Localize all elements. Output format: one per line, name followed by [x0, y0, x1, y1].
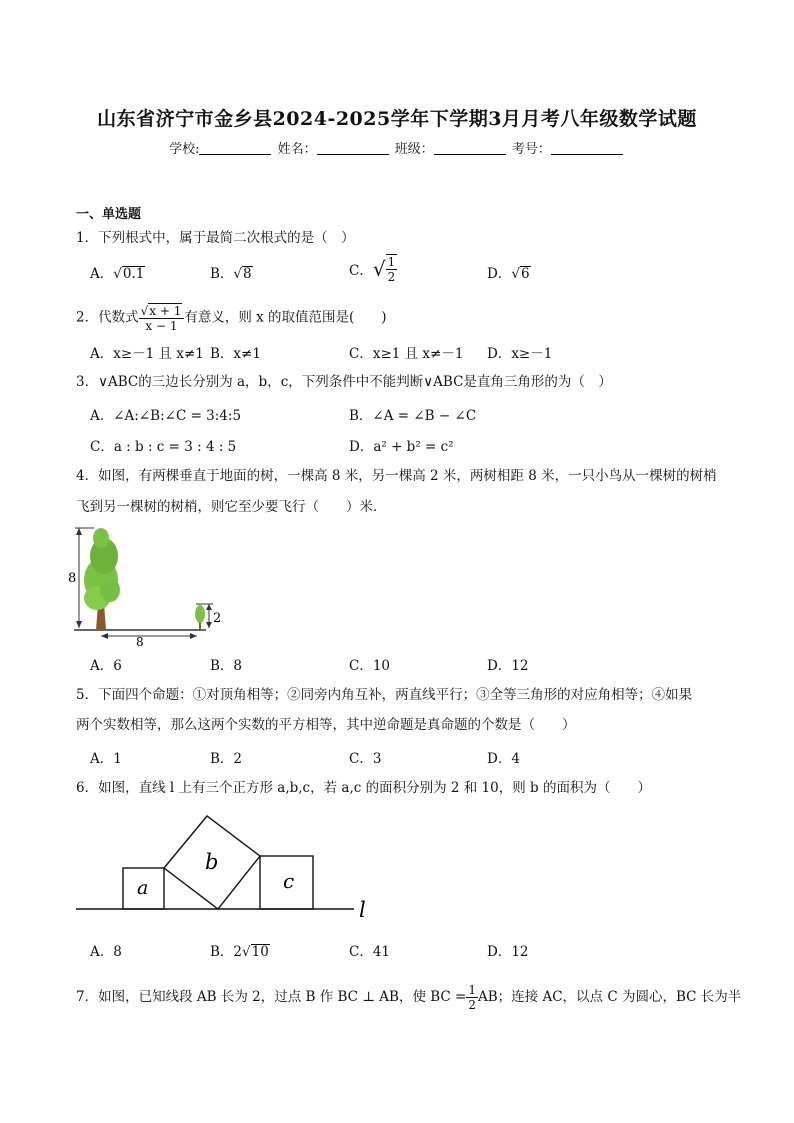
- question-4-stem-line1: 4．如图，有两棵垂直于地面的树，一棵高 8 米，另一棵高 2 米，两树相距 8 米，一只小鸟从一棵树的树梢: [76, 468, 717, 484]
- question-5-stem-line2: 两个实数相等，那么这两个实数的平方相等，其中逆命题是真命题的个数是（ ）: [76, 717, 576, 733]
- q1-option-c: C．√ $\frac{1}{2}$: [349, 255, 396, 284]
- question-3-options-row2: [90, 435, 730, 455]
- question-4-options: [90, 654, 730, 674]
- name-blank: [317, 142, 389, 155]
- q6-option-c: C．41: [349, 944, 391, 960]
- q1-option-a: A．√0.1: [90, 266, 145, 282]
- question-5-stem-line1: 5．下面四个命题：①对顶角相等；②同旁内角互补，两直线平行；③全等三角形的对应角相等；④如果: [76, 687, 693, 703]
- q1-option-b: B．√8: [210, 266, 252, 282]
- school-label: 学校:: [169, 142, 200, 157]
- fig-label-b: b: [205, 850, 219, 874]
- question-5-options: [90, 747, 730, 767]
- fig-height-big: 8: [68, 571, 77, 586]
- q2-option-c: C．x≥1 且 x≠－1: [349, 346, 464, 362]
- page-title: 山东省济宁市金乡县2024-2025学年下学期3月月考八年级数学试题: [97, 108, 697, 130]
- question-6-options: [90, 940, 730, 960]
- q6-option-a: A．8: [90, 944, 122, 960]
- fig-label-c: c: [283, 869, 295, 893]
- q4-option-a: A．6: [90, 658, 122, 674]
- fig-distance: 8: [136, 635, 144, 648]
- q3-option-b: B．∠A = ∠B − ∠C: [349, 408, 477, 424]
- tree-figure: [66, 518, 226, 648]
- q3-option-a: A．∠A:∠B:∠C = 3:4:5: [90, 408, 242, 424]
- class-label: 班级：: [394, 142, 434, 157]
- q5-option-a: A．1: [90, 751, 122, 767]
- fig-label-a: a: [137, 877, 149, 899]
- question-2-options: [90, 342, 730, 362]
- question-7-stem: 7．如图，已知线段 AB 长为 2，过点 B 作 BC ⊥ AB，使 BC = $\frac{1}{2}$ AB；连接 AC，以点 C 为圆心，BC 长为半: [76, 983, 742, 1012]
- q2-option-d: D．x≥－1: [487, 346, 553, 362]
- squares-figure: [72, 810, 382, 925]
- number-blank: [551, 142, 623, 155]
- school-blank: [199, 142, 271, 155]
- name-label: 姓名：: [277, 142, 317, 157]
- q2-option-a: A．x≥－1 且 x≠1: [90, 346, 204, 362]
- q4-option-d: D．12: [487, 658, 529, 674]
- class-blank: [434, 142, 506, 155]
- q2-option-b: B．x≠1: [210, 346, 261, 362]
- fig-height-small: 2: [213, 611, 222, 626]
- question-1-stem: 1．下列根式中，属于最简二次根式的是（ ）: [76, 230, 355, 246]
- q3-option-d: D．a² + b² = c²: [349, 439, 454, 455]
- q3-option-c: C．a : b : c = 3 : 4 : 5: [90, 439, 237, 455]
- question-1-options: [90, 255, 730, 284]
- q5-option-b: B．2: [210, 751, 243, 767]
- question-2-stem: 2．代数式 $\frac{√x + 1}{x - 1}$ 有意义，则 x 的取值范围是( ): [76, 304, 387, 333]
- section-heading: 一、单选题: [76, 207, 142, 222]
- q5-option-c: C．3: [349, 751, 382, 767]
- question-3-stem: 3．∨ABC的三边长分别为 a，b，c，下列条件中不能判断∨ABC是直角三角形的为（ ）: [76, 374, 612, 390]
- student-info-line: [0, 138, 794, 157]
- q6-option-d: D．12: [487, 944, 529, 960]
- q5-option-d: D．4: [487, 751, 520, 767]
- q6-option-b: B．2√10: [210, 944, 269, 960]
- q4-option-b: B．8: [210, 658, 243, 674]
- number-label: 考号：: [511, 142, 551, 157]
- q1-option-d: D．√6: [487, 266, 530, 282]
- question-6-stem: 6．如图，直线 l 上有三个正方形 a,b,c，若 a,c 的面积分别为 2 和 10，则 b 的面积为（ ）: [76, 780, 651, 796]
- fig-label-l: l: [359, 898, 366, 922]
- q4-option-c: C．10: [349, 658, 391, 674]
- question-3-options-row1: [90, 404, 730, 424]
- question-4-stem-line2: 飞到另一棵树的树梢，则它至少要飞行（ ）米．: [76, 499, 387, 515]
